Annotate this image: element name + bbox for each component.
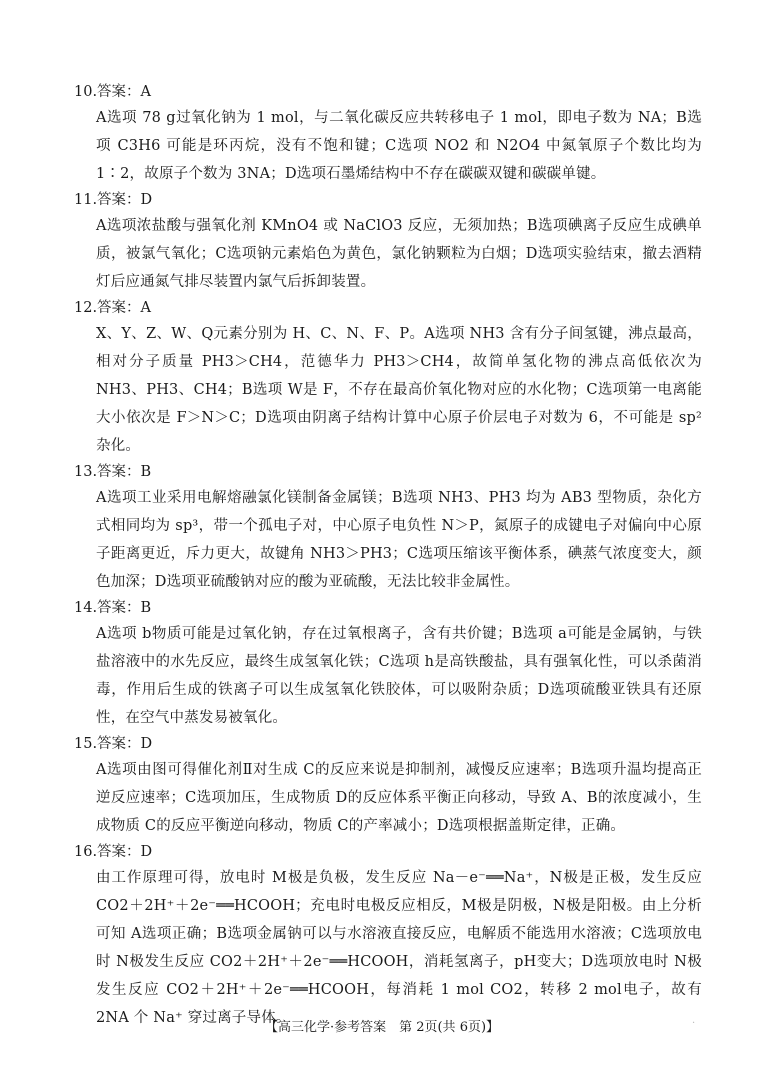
answer-explanation: X、Y、Z、W、Q元素分别为 H、C、N、F、P。A选项 NH3 含有分子间氢键，沸点最高，相对分子质量 PH3＞CH4，范德华力 PH3＞CH4，故简单氢化物的沸点高低依次为 NH3、PH3、CH4；B选项 W是 F，不存在最高价氧化物对应的水化物；C选项第一电离能大小依次是 F＞N＞C；D选项由阴离子结构计算中心原子价层电子对数为 6，不可能是 sp² 杂化。 <box>96 326 702 454</box>
answer-item-11 <box>74 188 702 296</box>
answer-explanation: A选项浓盐酸与强氧化剂 KMnO4 或 NaClO3 反应，无须加热；B选项碘离子反应生成碘单质，被氯气氧化；C选项钠元素焰色为黄色，氯化钠颗粒为白烟；D选项实验结束，撤去酒精灯后应通氮气排尽装置内氯气后拆卸装置。 <box>96 218 702 290</box>
page-footer: 【高三化学·参考答案 第 2页(共 6页)】 <box>264 1020 500 1035</box>
answer-explanation: A选项 78 g过氧化钠为 1 mol，与二氧化碳反应共转移电子 1 mol，即电子数为 NA；B选项 C3H6 可能是环丙烷，没有不饱和键；C选项 NO2 和 N2O4 中氮氧原子个数比均为 1∶2，故原子个数为 3NA；D选项石墨烯结构中不存在碳碳双键和碳碳单键。 <box>96 110 702 182</box>
answer-title: 13.答案：B <box>74 464 152 480</box>
answer-item-16 <box>74 840 702 1032</box>
answer-title: 16.答案：D <box>74 844 153 860</box>
answer-explanation: A选项工业采用电解熔融氯化镁制备金属镁；B选项 NH3、PH3 均为 AB3 型物质，杂化方式相同均为 sp³，带一个孤电子对，中心原子电负性 N＞P，氮原子的成键电子对偏向中心原子距离更近，斥力更大，故键角 NH3＞PH3；C选项压缩该平衡体系，碘蒸气浓度变大，颜色加深；D选项亚硫酸钠对应的酸为亚硫酸，无法比较非金属性。 <box>96 490 702 590</box>
answer-title: 10.答案：A <box>74 84 152 100</box>
answer-item-12 <box>74 296 702 460</box>
answer-explanation: A选项由图可得催化剂Ⅱ对生成 C的反应来说是抑制剂，减慢反应速率；B选项升温均提高正逆反应速率；C选项加压，生成物质 D的反应体系平衡正向移动，导致 A、B的浓度减小，生成物质 C的反应平衡逆向移动，物质 C的产率减小；D选项根据盖斯定律，正确。 <box>96 762 702 834</box>
answer-explanation: 由工作原理可得，放电时 M极是负极，发生反应 Na－e⁻══Na⁺，N极是正极，发生反应 CO2＋2H⁺＋2e⁻══HCOOH；充电时电极反应相反，M极是阴极，N极是阳极。由上分析可知 A选项正确；B选项金属钠可以与水溶液直接反应，电解质不能选用水溶液；C选项放电时 N极发生反应 CO2＋2H⁺＋2e⁻══HCOOH，消耗氢离子，pH变大；D选项放电时 N极发生反应 CO2＋2H⁺＋2e⁻══HCOOH，每消耗 1 mol CO2，转移 2 mol电子，故有 2NA 个 Na⁺ 穿过离子导体。 <box>96 870 702 1026</box>
answer-item-10 <box>74 80 702 188</box>
answer-title: 12.答案：A <box>74 300 152 316</box>
answer-item-14 <box>74 596 702 732</box>
answer-explanation: A选项 b物质可能是过氧化钠，存在过氧根离子，含有共价键；B选项 a可能是金属钠，与铁盐溶液中的水先反应，最终生成氢氧化铁；C选项 h是高铁酸盐，具有强氧化性，可以杀菌消毒，作用后生成的铁离子可以生成氢氧化铁胶体，可以吸附杂质；D选项硫酸亚铁具有还原性，在空气中蒸发易被氧化。 <box>96 626 702 726</box>
corner-mark: · <box>692 1018 696 1029</box>
answer-title: 14.答案：B <box>74 600 152 616</box>
answer-item-15 <box>74 732 702 840</box>
answer-title: 15.答案：D <box>74 736 153 752</box>
answer-title: 11.答案：D <box>74 192 153 208</box>
answer-item-13 <box>74 460 702 596</box>
answer-list <box>74 80 702 1032</box>
